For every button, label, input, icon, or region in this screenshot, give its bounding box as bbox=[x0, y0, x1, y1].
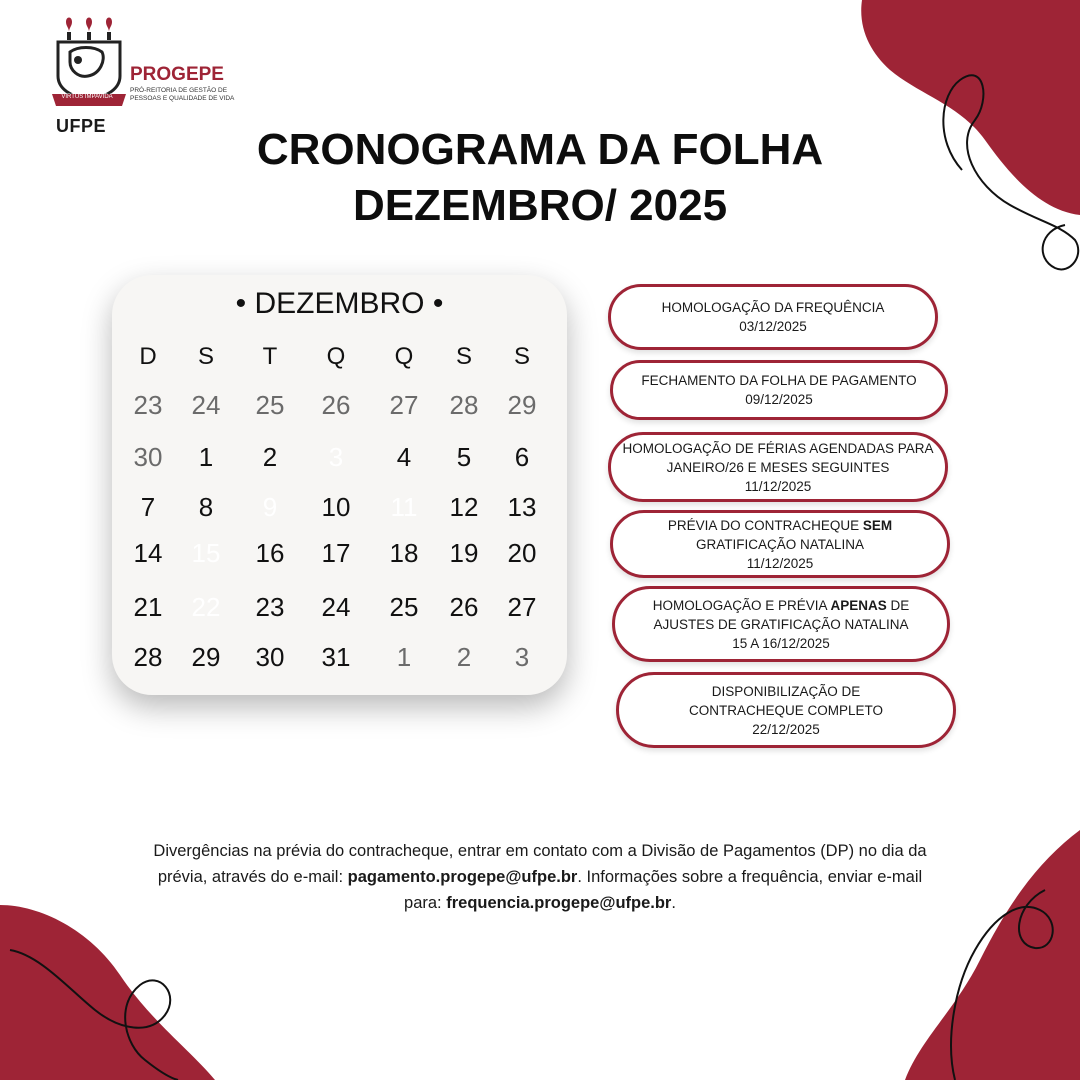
calendar-day-highlighted bbox=[312, 437, 360, 477]
calendar-day bbox=[182, 637, 230, 677]
event-title-text: HOMOLOGAÇÃO E PRÉVIA bbox=[652, 597, 831, 613]
calendar-day-number: 5 bbox=[456, 442, 472, 472]
calendar-day-number: 6 bbox=[514, 442, 530, 472]
event-title-continued: JANEIRO/26 E MESES SEGUINTES bbox=[666, 459, 890, 475]
event-title-emphasis: SEM bbox=[862, 517, 893, 533]
calendar-day-number: 1 bbox=[396, 642, 412, 672]
calendar-day-number: 31 bbox=[321, 642, 351, 672]
logo-org-subtitle: PRÓ-REITORIA DE GESTÃO DE PESSOAS E QUALIDADE DE VIDA bbox=[130, 87, 235, 102]
calendar-day bbox=[312, 385, 360, 425]
event-title-continued: CONTRACHEQUE COMPLETO bbox=[688, 702, 884, 718]
calendar-day-number: 12 bbox=[449, 492, 479, 522]
calendar-day-number: 1 bbox=[198, 442, 214, 472]
calendar-day-number: 24 bbox=[321, 592, 351, 622]
event-title bbox=[613, 516, 947, 535]
event-date: 15 A 16/12/2025 bbox=[732, 635, 830, 651]
footer-text-1: Divergências na prévia do contracheque, entrar em contato com a Divisão de Pagamentos (DP) no dia da prévia, através do e-mail: bbox=[153, 842, 927, 886]
event-date: 11/12/2025 bbox=[746, 555, 814, 571]
calendar-day bbox=[246, 637, 294, 677]
calendar-day-number: 13 bbox=[507, 492, 537, 522]
schedule-event-card bbox=[610, 510, 950, 578]
calendar-day-number: 2 bbox=[262, 442, 278, 472]
event-title-continued: GRATIFICAÇÃO NATALINA bbox=[695, 536, 865, 552]
calendar-day-number: 25 bbox=[255, 390, 285, 420]
calendar-day-number: 26 bbox=[449, 592, 479, 622]
calendar-day bbox=[182, 437, 230, 477]
logo-university-name: UFPE bbox=[56, 116, 107, 136]
event-title: DISPONIBILIZAÇÃO DE bbox=[711, 683, 861, 699]
email-pagamento-link[interactable]: pagamento.progepe@ufpe.br bbox=[347, 868, 578, 886]
calendar-day-number: 21 bbox=[133, 592, 163, 622]
calendar-day bbox=[124, 437, 172, 477]
calendar-day bbox=[124, 587, 172, 627]
calendar-day-number: 25 bbox=[389, 592, 419, 622]
calendar-day bbox=[124, 385, 172, 425]
calendar-day bbox=[182, 385, 230, 425]
calendar-day-number: 14 bbox=[133, 538, 163, 568]
calendar-day bbox=[380, 637, 428, 677]
calendar-day-highlighted bbox=[182, 587, 230, 627]
calendar-day bbox=[440, 385, 488, 425]
weekday-header: D bbox=[139, 343, 157, 370]
weekday-header: S bbox=[197, 343, 214, 370]
calendar-day-number: 28 bbox=[133, 642, 163, 672]
calendar-month-label: • DEZEMBRO • bbox=[235, 287, 444, 320]
event-title-emphasis: APENAS bbox=[830, 597, 887, 613]
event-date: 11/12/2025 bbox=[744, 478, 812, 494]
footer-text-2: . Informações sobre a frequência, enviar e-mail para: bbox=[404, 868, 923, 912]
page-title bbox=[0, 122, 1080, 234]
email-frequencia-link[interactable]: frequencia.progepe@ufpe.br bbox=[446, 894, 672, 912]
schedule-event-card bbox=[616, 672, 956, 748]
calendar-day bbox=[440, 533, 488, 573]
calendar-day bbox=[380, 385, 428, 425]
calendar-day bbox=[498, 437, 546, 477]
calendar-day-number: 28 bbox=[449, 390, 479, 420]
calendar-day-number: 24 bbox=[191, 390, 221, 420]
calendar-day-number: 16 bbox=[255, 538, 285, 568]
schedule-event-card bbox=[608, 432, 948, 502]
event-title: FECHAMENTO DA FOLHA DE PAGAMENTO bbox=[641, 373, 917, 388]
calendar-day-number: 20 bbox=[507, 538, 537, 568]
schedule-event-card bbox=[608, 284, 938, 350]
calendar-day bbox=[246, 385, 294, 425]
event-title: HOMOLOGAÇÃO DA FREQUÊNCIA bbox=[661, 300, 885, 315]
calendar-day bbox=[124, 637, 172, 677]
calendar-day-number: 9 bbox=[262, 492, 278, 522]
calendar-day bbox=[440, 437, 488, 477]
calendar-day bbox=[246, 587, 294, 627]
calendar-day-number: 11 bbox=[390, 492, 418, 522]
calendar-day-number: 3 bbox=[328, 442, 344, 472]
calendar-day-number: 2 bbox=[456, 642, 472, 672]
calendar-day-number: 8 bbox=[198, 492, 214, 522]
calendar-day bbox=[312, 487, 360, 527]
event-title: HOMOLOGAÇÃO DE FÉRIAS AGENDADAS PARA bbox=[622, 440, 934, 456]
calendar-day-highlighted bbox=[182, 533, 230, 573]
event-title bbox=[615, 596, 947, 615]
title-line-1: CRONOGRAMA DA FOLHA bbox=[256, 125, 824, 174]
event-date: 09/12/2025 bbox=[745, 392, 813, 407]
logo-org-name: PROGEPE bbox=[130, 64, 224, 85]
calendar-day-number: 18 bbox=[389, 538, 419, 568]
title-line-2: DEZEMBRO/ 2025 bbox=[352, 181, 728, 230]
footer-note bbox=[150, 838, 930, 916]
calendar-day-number: 3 bbox=[514, 642, 530, 672]
calendar-day bbox=[498, 587, 546, 627]
logo-motto: VIRTUS IMPAVIDA bbox=[61, 94, 113, 100]
calendar-day bbox=[312, 533, 360, 573]
calendar-day bbox=[246, 533, 294, 573]
event-title-text: DE bbox=[886, 597, 910, 613]
calendar-day-number: 19 bbox=[449, 538, 479, 568]
calendar-day-number: 30 bbox=[133, 442, 163, 472]
calendar-day bbox=[246, 437, 294, 477]
event-title-continued: AJUSTES DE GRATIFICAÇÃO NATALINA bbox=[653, 616, 909, 632]
calendar-day bbox=[312, 587, 360, 627]
calendar-card bbox=[112, 275, 567, 695]
calendar-day bbox=[380, 533, 428, 573]
calendar-day bbox=[498, 487, 546, 527]
weekday-header: S bbox=[513, 343, 530, 370]
calendar-day-highlighted bbox=[380, 487, 428, 527]
schedule-event-card bbox=[610, 360, 948, 420]
calendar-day-number: 30 bbox=[255, 642, 285, 672]
calendar-day-number: 15 bbox=[191, 538, 221, 568]
weekday-header: Q bbox=[394, 343, 414, 370]
event-date: 22/12/2025 bbox=[752, 721, 820, 737]
calendar-day-number: 27 bbox=[389, 390, 419, 420]
calendar-day bbox=[124, 533, 172, 573]
calendar-day bbox=[380, 437, 428, 477]
calendar-day-number: 7 bbox=[140, 492, 156, 522]
calendar-day bbox=[440, 637, 488, 677]
calendar-day-number: 22 bbox=[191, 592, 221, 622]
calendar-day bbox=[380, 587, 428, 627]
calendar-day-number: 23 bbox=[133, 390, 163, 420]
calendar-day-number: 4 bbox=[396, 442, 412, 472]
weekday-header: S bbox=[455, 343, 472, 370]
calendar-day-number: 27 bbox=[507, 592, 537, 622]
calendar-day-number: 29 bbox=[191, 642, 221, 672]
calendar-day bbox=[498, 385, 546, 425]
calendar-day bbox=[182, 487, 230, 527]
calendar-day bbox=[440, 587, 488, 627]
calendar-day bbox=[124, 487, 172, 527]
event-title-text: PRÉVIA DO CONTRACHEQUE bbox=[667, 517, 863, 533]
calendar-day-number: 26 bbox=[321, 390, 351, 420]
weekday-header: Q bbox=[326, 343, 346, 370]
calendar-day bbox=[498, 533, 546, 573]
calendar-day bbox=[440, 487, 488, 527]
ufpe-progepe-logo bbox=[48, 16, 238, 136]
calendar-day bbox=[312, 637, 360, 677]
calendar-day-number: 23 bbox=[255, 592, 285, 622]
schedule-event-card bbox=[612, 586, 950, 662]
calendar-day-highlighted bbox=[246, 487, 294, 527]
calendar-day-number: 10 bbox=[321, 492, 351, 522]
event-date: 03/12/2025 bbox=[739, 319, 807, 334]
calendar-day bbox=[498, 637, 546, 677]
weekday-header: T bbox=[262, 343, 278, 370]
footer-text-3: . bbox=[671, 894, 676, 912]
calendar-day-number: 17 bbox=[321, 538, 351, 568]
calendar-day-number: 29 bbox=[507, 390, 537, 420]
